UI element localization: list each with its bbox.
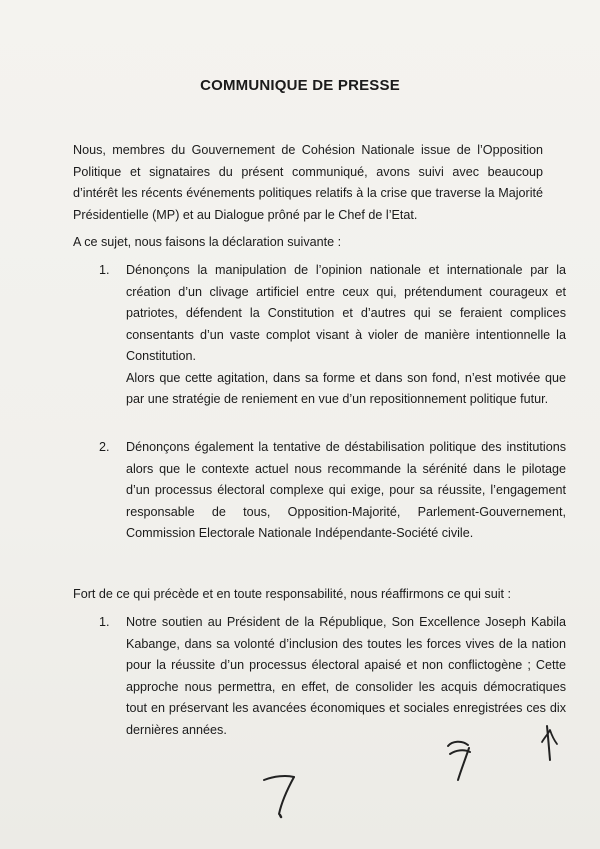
reaffirmation-text-1: Notre soutien au Président de la République, Son Excellence Joseph Kabila Kabange, dans sa volonté d’inclusion des toutes les forces vives de la nation pour la réussite d’un processus électoral apaisé et non conflictogène ; Cette approche nous permettra, en effet, de consolider les acquis démocratiques tout en préservant les avancées économiques et sociales enregistrées ces dix dernières années. <box>126 615 566 737</box>
handwritten-initial-3 <box>533 720 563 770</box>
declaration-text-1 <box>126 260 566 411</box>
reaffirmation-number-1: 1. <box>99 615 110 629</box>
handwritten-initial-2 <box>440 736 480 786</box>
reaffirm-intro: Fort de ce qui précède et en toute responsabilité, nous réaffirmons ce qui suit : <box>73 587 512 601</box>
declaration-intro: A ce sujet, nous faisons la déclaration suivante : <box>73 235 342 249</box>
declaration-text-1-main: Dénonçons la manipulation de l’opinion nationale et internationale par la création d’un clivage artificiel entre ceux qui, prétendument courageux et patriotes, défendent la Constitution et d’autres qui se feraient complices consentants d’un vaste complot visant à violer de manière intentionnelle la Constitution. <box>126 263 566 363</box>
handwritten-initial-1 <box>258 768 308 820</box>
intro-paragraph: Nous, membres du Gouvernement de Cohésion Nationale issue de l’Opposition Politique et signataires du présent communiqué, avons suivi avec beaucoup d’intérêt les récents événements politiques relatifs à la crise que traverse la Majorité Présidentielle (MP) et au Dialogue prôné par le Chef de l’Etat. <box>73 143 543 222</box>
declaration-text-1-continuation: Alors que cette agitation, dans sa forme et dans son fond, n’est motivée que par une stratégie de reniement en vue d’un repositionnement politique futur. <box>126 370 566 406</box>
declaration-number-2: 2. <box>99 440 110 454</box>
declaration-text-2: Dénonçons également la tentative de déstabilisation politique des institutions alors que le contexte actuel nous recommande la sérénité dans le pilotage d’un processus électoral complexe qui exige, pour sa réussite, l’engagement responsable de tous, Opposition-Majorité, Parlement-Gouvernement, Commission Electorale Nationale Indépendante-Société civile. <box>126 440 566 540</box>
declaration-number-1: 1. <box>99 263 110 277</box>
document-title: COMMUNIQUE DE PRESSE <box>200 77 400 94</box>
